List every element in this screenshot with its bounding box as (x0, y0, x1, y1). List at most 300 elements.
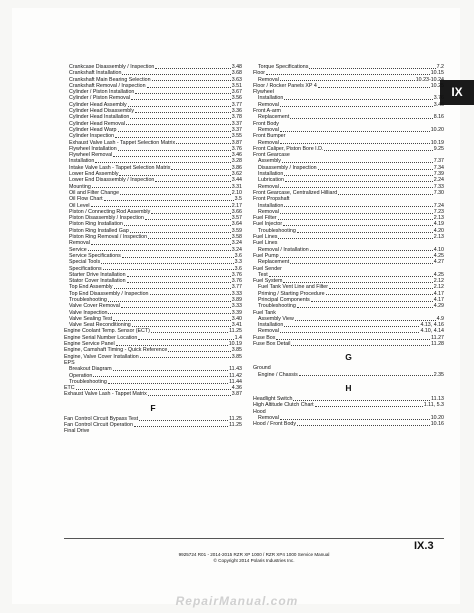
index-entry-label: Special Tools (69, 259, 101, 266)
dot-leader (128, 106, 231, 107)
dot-leader (280, 332, 420, 333)
index-entry-page: 3.66 (231, 208, 242, 215)
index-entry-page: 3.89 (231, 296, 242, 303)
index-entry-page: 3.85 (231, 353, 242, 360)
index-entry-page: 3.77 (231, 101, 242, 108)
dot-leader (280, 419, 430, 420)
index-entry-label: Stator Cover Installation (69, 278, 126, 285)
index-entry-page: 10.15 (430, 70, 444, 77)
index-entry-label: Removal (258, 139, 279, 146)
index-entry-page: 1.4 (234, 334, 242, 341)
index-entry-label: Starter Drive Installation (69, 271, 126, 278)
dot-leader (280, 213, 433, 214)
dot-leader (295, 320, 436, 321)
index-entry-label: Installation (258, 322, 284, 329)
index-entry-label: Fuel Lines (253, 240, 278, 247)
index-entry-page: 4.27 (433, 259, 444, 266)
dot-leader (130, 118, 230, 119)
index-entry-label: Test (258, 271, 268, 278)
index-entry-page: 7.34 (433, 164, 444, 171)
dot-leader (119, 175, 230, 176)
index-entry-label: Fuel Pump (253, 252, 279, 259)
index-entry-label: Breakout Diagram (69, 366, 112, 373)
index-entry-page: 11.25 (229, 422, 242, 429)
index-entry[interactable] (64, 391, 242, 397)
index-entry-page: 3.76 (231, 271, 242, 278)
index-entry-page: 3.40 (231, 315, 242, 322)
index-entry-label: Lower End Assembly (69, 171, 119, 178)
dot-leader (104, 200, 234, 201)
index-entry-page: 2.24 (433, 177, 444, 184)
dot-leader (284, 99, 432, 100)
dot-leader (91, 206, 231, 207)
index-entry-label: Removal (258, 126, 279, 133)
index-entry-label: Piston Ring Removal / Inspection (69, 234, 148, 241)
index-entry-page: 4.20 (433, 227, 444, 234)
dot-leader (124, 225, 231, 226)
index-entry-label: Front A-arm (253, 108, 281, 115)
index-column-right (253, 64, 444, 427)
index-entry-label: Fuse Box (253, 334, 276, 341)
index-entry-page: 7.39 (433, 171, 444, 178)
index-entry-label: Valve Inspection (69, 309, 108, 316)
index-entry-label: Removal (258, 328, 279, 335)
dot-leader (311, 301, 433, 302)
dot-leader (130, 232, 231, 233)
index-entry-label: Engine Serial Number Location (64, 334, 138, 341)
index-entry-page: 3.31 (231, 183, 242, 190)
dot-leader (318, 169, 433, 170)
index-entry-label: Flywheel Installation (69, 145, 117, 152)
index-entry-page: 2.13 (433, 234, 444, 241)
dot-leader (122, 257, 234, 258)
index-entry-label: Fuse Box Detail (253, 341, 291, 348)
index-entry-page: 3.46 (433, 101, 444, 108)
index-entry-page: 3.6 (234, 265, 242, 272)
index-entry-label: Valve Seat Reconditioning (69, 322, 131, 329)
index-entry-page: 3.44 (231, 177, 242, 184)
index-entry-page: 7.23 (433, 208, 444, 215)
dot-leader (135, 112, 231, 113)
index-entry-label: Piston Disassembly / Inspection (69, 215, 144, 222)
index-entry-label: Troubleshooting (69, 378, 107, 385)
index-entry-page: 4.29 (433, 303, 444, 310)
index-entry-label: Troubleshooting (69, 296, 107, 303)
index-entry-label: Fuel Lines (253, 234, 278, 241)
dot-leader (309, 68, 435, 69)
index-entry-label: Removal (258, 414, 279, 421)
index-entry-label: Headlight Switch (253, 395, 293, 402)
index-entry-page: 3.33 (231, 303, 242, 310)
dot-leader (299, 375, 433, 376)
dot-leader (148, 238, 231, 239)
index-entry-page: 11.28 (431, 341, 444, 348)
index-entry-label: Engine Service Panel (64, 341, 115, 348)
section-letter: F (150, 402, 156, 413)
index-entry-label: Service Specifications (69, 252, 121, 259)
index-entry-label: Floor (253, 70, 266, 77)
dot-leader (101, 263, 234, 264)
index-entry-page: 10.20 (430, 414, 444, 421)
index-entry-label: Fuel Tank Vent Line and Filter (258, 284, 328, 291)
section-letter: G (345, 352, 352, 363)
index-entry-page: 3.59 (231, 227, 242, 234)
index-entry-label: Piston Ring Installed Gap (69, 227, 129, 234)
dot-leader (155, 68, 230, 69)
dot-leader (116, 345, 228, 346)
dot-leader (152, 80, 231, 81)
index-entry-label: Disassembly / Inspection (258, 164, 317, 171)
index-entry-label: Installation (258, 202, 284, 209)
index-column-left (64, 64, 242, 435)
index-entry-label: Operation (69, 372, 93, 379)
footer-copyright: © Copyright 2014 Polaris Industries Inc. (213, 558, 295, 563)
index-entry-page: 3.87 (231, 139, 242, 146)
index-entry-label: Removal (69, 240, 90, 247)
dot-leader (140, 357, 231, 358)
index-entry-label: Engine, Valve Cover Installation (64, 353, 139, 360)
dot-leader (118, 150, 231, 151)
index-entry-page: 3.77 (231, 284, 242, 291)
index-entry-label: Flywheel Removal (69, 152, 113, 159)
index-entry-page: 3.41 (231, 322, 242, 329)
dot-leader (285, 181, 433, 182)
index-entry-page: 11.13 (431, 395, 444, 402)
index-entry-label: Front Gearcase, Centralized Hilliard (253, 189, 338, 196)
index-entry-label: Valve Sealing Test (69, 315, 113, 322)
index-entry-label: Replacement (258, 259, 290, 266)
dot-leader (145, 219, 231, 220)
index-entry-page: 4.10 (433, 246, 444, 253)
index-entry-label: Principal Components (258, 296, 310, 303)
index-entry-label: Cylinder Head Warp (69, 126, 117, 133)
index-entry[interactable] (253, 341, 444, 347)
index-entry-page: 3.51 (231, 82, 242, 89)
index-entry-page: 7.37 (433, 158, 444, 165)
dot-leader (76, 389, 231, 390)
index-entry-page: 3.76 (433, 95, 444, 102)
index-entry-page: 2.12 (433, 278, 444, 285)
dot-leader (168, 351, 230, 352)
index-entry-label: Troubleshooting (258, 303, 296, 310)
index-entry-label: Engine / Chassis (258, 371, 298, 378)
index-entry-page: 7.33 (433, 183, 444, 190)
index-entry-label: Torque Specifications (258, 64, 309, 70)
dot-leader (326, 294, 433, 295)
dot-leader (310, 250, 433, 251)
index-entry-page: 3.63 (231, 76, 242, 83)
index-entry-label: Lower End Disassembly / Inspection (69, 177, 155, 184)
index-entry-page: 3.24 (231, 246, 242, 253)
index-entry-label: Oil Level (69, 202, 90, 209)
index-entry-label: Installation (258, 95, 284, 102)
index-entry-label: Hood (253, 408, 266, 415)
dot-leader (139, 420, 228, 421)
dot-leader (114, 288, 231, 289)
index-entry-page: 7.24 (433, 202, 444, 209)
section-letter: H (345, 382, 352, 393)
index-entry-label: Service (69, 246, 87, 253)
index-entry-label: Installation (258, 171, 284, 178)
index-entry-label: Final Drive (64, 428, 90, 435)
dot-leader (126, 124, 231, 125)
index-entry-page: 11.25 (229, 415, 242, 422)
index-entry-page: 4.13, 4.16 (420, 322, 444, 329)
dot-leader (284, 175, 432, 176)
dot-leader (338, 194, 432, 195)
footer-manual-id: 9925724 R01 - 2014-2015 RZR XP 1000 / RZR XP4 1000 Service Manual (178, 552, 330, 557)
index-entry-label: Cylinder Inspection (69, 133, 115, 140)
index-entry-page: 3.28 (231, 158, 242, 165)
index-entry-label: Replacement (258, 114, 290, 121)
dot-leader (92, 187, 231, 188)
dot-leader (91, 244, 231, 245)
index-entry-label: Front Propshaft (253, 196, 290, 203)
dot-leader (278, 219, 433, 220)
watermark-logo: RepairManual.com (175, 594, 299, 608)
index-entry-page: 2.35 (433, 371, 444, 378)
index-entry-label: Fuel Injector (253, 221, 283, 228)
dot-leader (276, 339, 430, 340)
index-entry-page: 11.27 (431, 334, 444, 341)
dot-leader (113, 156, 230, 157)
index-entry-page: 3.62 (231, 171, 242, 178)
index-entry-label: Piston Ring Installation (69, 221, 123, 228)
index-entry-label: Crankshaft Main Bearing Selection (69, 76, 151, 83)
index-entry-page: 3.85 (231, 347, 242, 354)
index-entry-page: 11.42 (229, 372, 242, 379)
index-entry-page: 11.43 (229, 366, 242, 373)
index-entry-label: Front Gearcase (253, 152, 290, 159)
dot-leader (113, 320, 231, 321)
dot-leader (282, 162, 433, 163)
index-entry-label: Fuel Sender (253, 265, 282, 272)
index-entry-label: Removal / Installation (258, 246, 309, 253)
index-entry-page: 3.24 (231, 240, 242, 247)
dot-leader (290, 263, 432, 264)
dot-leader (280, 143, 430, 144)
dot-leader (176, 143, 231, 144)
index-entry-page: 2.13 (433, 215, 444, 222)
dot-leader (266, 74, 430, 75)
index-entry-label: Lubrication (258, 177, 284, 184)
index-entry-label: Fan Control Circuit Bypass Test (64, 415, 139, 422)
dot-leader (171, 169, 230, 170)
index-entry-label: Fuel Filter (253, 215, 277, 222)
dot-leader (115, 137, 231, 138)
index-entry-label: Exhaust Valve Lash - Tappet Matrix (64, 391, 147, 398)
index-entry-page: 3.36 (231, 108, 242, 115)
dot-leader (297, 307, 433, 308)
index-entry[interactable] (64, 428, 242, 434)
index-entry-page: 3.67 (231, 89, 242, 96)
index-entry-page: 10.20 (430, 126, 444, 133)
index-entry-page: 3.46 (231, 152, 242, 159)
index-entry-label: Ground (253, 365, 271, 372)
index-entry-page: 4.10, 4.14 (420, 328, 444, 335)
index-entry-page: 10.23-10.24 (415, 76, 444, 83)
index-entry-label: Cylinder Head Assembly (69, 101, 127, 108)
index-entry[interactable] (253, 421, 444, 427)
dot-leader (291, 345, 430, 346)
index-entry-label: High Altitude Clutch Chart (253, 402, 314, 409)
index-entry-label: Flywheel (253, 89, 274, 96)
index-entry-page: 3.64 (231, 221, 242, 228)
index-entry-page: 11.25 (229, 328, 242, 335)
dot-leader (131, 99, 231, 100)
dot-leader (127, 276, 231, 277)
index-entry-label: Cylinder Head Disassembly (69, 108, 135, 115)
index-entry-page: 3.48 (231, 64, 242, 70)
index-entry-label: Mounting (69, 183, 91, 190)
index-entry-page: 7.30 (433, 189, 444, 196)
index-entry-page: 3.86 (231, 164, 242, 171)
index-entry-label: Cylinder / Piston Removal (69, 95, 130, 102)
index-entry-page: 3.55 (231, 133, 242, 140)
index-entry-page: 10.19 (228, 341, 242, 348)
dot-leader (280, 106, 433, 107)
index-entry-page: 3.76 (231, 145, 242, 152)
dot-leader (151, 332, 228, 333)
index-entry-label: Priming / Starting Procedure (258, 290, 325, 297)
index-entry-label: Crankcase Disassembly / Inspection (69, 64, 155, 70)
index-entry-label: Cylinder Head Installation (69, 114, 130, 121)
dot-leader (329, 288, 433, 289)
index-entry-page: 3.68 (231, 70, 242, 77)
dot-leader (280, 131, 430, 132)
index-entry-page: 2.17 (231, 202, 242, 209)
dot-leader (318, 87, 430, 88)
index-entry-page: 11.44 (229, 378, 242, 385)
page-number: IX.3 (414, 540, 434, 552)
index-entry-page: 2.12 (433, 284, 444, 291)
dot-leader (103, 269, 234, 270)
dot-leader (113, 370, 228, 371)
dot-leader (122, 74, 230, 75)
dot-leader (315, 406, 423, 407)
index-entry-page: 8.16 (433, 114, 444, 121)
dot-leader (293, 400, 430, 401)
dot-leader (108, 301, 231, 302)
index-entry-page: 3.78 (231, 114, 242, 121)
dot-leader (148, 395, 231, 396)
dot-leader (95, 162, 230, 163)
dot-leader (150, 294, 231, 295)
index-entry-label: Valve Cover Removal (69, 303, 120, 310)
index-entry-label: Exhaust Valve Lash - Tappet Selection Matrix (69, 139, 176, 146)
index-entry-label: Cylinder / Piston Installation (69, 89, 135, 96)
dot-leader (283, 225, 433, 226)
index-entry-page: 3.5 (234, 196, 242, 203)
index-entry-label: Front Body (253, 120, 279, 127)
index-entry-page: 10.19 (430, 139, 444, 146)
index-entry-label: Removal (258, 208, 279, 215)
dot-leader (283, 282, 432, 283)
index-entry-page: 3.3 (234, 259, 242, 266)
footer-rule (64, 538, 444, 539)
dot-leader (147, 87, 231, 88)
index-entry-label: Installation (69, 158, 95, 165)
index-entry-page: 4.25 (433, 252, 444, 259)
dot-leader (280, 80, 415, 81)
index-entry-page: 3.76 (231, 278, 242, 285)
index-entry-label: ETC (64, 385, 75, 392)
index-entry-page: 10.25 (430, 82, 444, 89)
dot-leader (151, 213, 230, 214)
index-entry-page: 4.36 (231, 385, 242, 392)
dot-leader (93, 376, 228, 377)
dot-leader (155, 181, 230, 182)
index-entry-label: Assembly View (258, 315, 294, 322)
dot-leader (135, 93, 230, 94)
index-entry-page: 3.57 (231, 215, 242, 222)
index-entry-page: 4.25 (433, 271, 444, 278)
dot-leader (88, 250, 231, 251)
dot-leader (134, 426, 228, 427)
index-entry-page: 4.9 (436, 315, 444, 322)
index-entry-page: 10.16 (430, 421, 444, 428)
dot-leader (269, 276, 433, 277)
index-entry[interactable] (253, 372, 444, 378)
index-entry-label: Fuel Tank (253, 309, 276, 316)
index-entry-page: 1.11, 5.3 (423, 402, 444, 409)
dot-leader (324, 150, 432, 151)
dot-leader (278, 238, 432, 239)
index-entry-label: Front Bumper (253, 133, 286, 140)
index-entry-label: Intake Valve Lash - Tappet Selection Matrix (69, 164, 171, 171)
index-entry-label: Specifications (69, 265, 102, 272)
index-entry-label: Front Caliper, Piston Bore I.D. (253, 145, 324, 152)
section-tab[interactable]: IX (440, 80, 474, 105)
index-entry-page: 3.39 (231, 309, 242, 316)
index-entry-label: Troubleshooting (258, 227, 296, 234)
index-entry-label: Oil and Filter Change (69, 189, 120, 196)
index-entry-page: 7.2 (436, 64, 444, 70)
index-entry-label: Removal (258, 183, 279, 190)
dot-leader (127, 282, 231, 283)
dot-leader (132, 326, 231, 327)
index-entry-label: Top End Assembly (69, 284, 113, 291)
index-entry-label: Hood / Front Body (253, 421, 296, 428)
dot-leader (108, 313, 230, 314)
index-entry-page: 3.37 (231, 120, 242, 127)
index-entry-label: Engine Coolant Temp. Sensor (ECT) (64, 328, 150, 335)
dot-leader (297, 425, 430, 426)
index-entry-page: 3.58 (231, 234, 242, 241)
index-entry-label: Assembly (258, 158, 281, 165)
index-entry-label: Top End Disassembly / Inspection (69, 290, 149, 297)
index-entry-page: 3.33 (231, 290, 242, 297)
index-entry-page: 9.25 (433, 145, 444, 152)
dot-leader (297, 232, 433, 233)
dot-leader (121, 307, 231, 308)
index-entry-page: 3.56 (231, 95, 242, 102)
dot-leader (280, 187, 433, 188)
dot-leader (284, 326, 419, 327)
index-entry-page: 4.17 (433, 296, 444, 303)
dot-leader (120, 194, 231, 195)
index-entry-label: Crankshaft Removal / Inspection (69, 82, 146, 89)
index-entry-label: Crankshaft Installation (69, 70, 122, 77)
index-entry-page: 4.17 (433, 290, 444, 297)
dot-leader (280, 257, 433, 258)
index-entry-page: 2.10 (231, 189, 242, 196)
index-entry-label: Removal (258, 76, 279, 83)
dot-leader (118, 131, 231, 132)
dot-leader (108, 383, 228, 384)
dot-leader (138, 339, 233, 340)
index-entry-page: 3.6 (234, 252, 242, 259)
